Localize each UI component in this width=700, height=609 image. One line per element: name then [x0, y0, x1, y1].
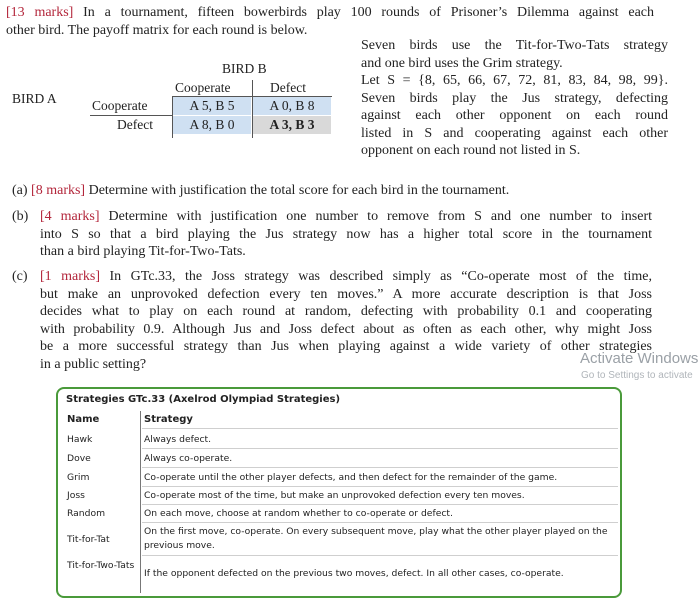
side-description — [361, 37, 668, 160]
part-c-marks: [1 marks] — [40, 269, 101, 284]
row-desc-random: On each move, choose at random whether to co-operate or defect. — [144, 508, 453, 519]
part-b-line: Determine with justification one number to remove from S and one number to insert — [108, 209, 652, 224]
row-name-tit-for-tat: Tit-for-Tat — [67, 534, 110, 545]
part-c-line: be a more successful strategy than Jus when playing against a wide variety of other strategies — [40, 339, 652, 354]
row-divider — [142, 448, 618, 449]
side-line: Seven birds play the Jus strategy, defecting — [361, 90, 668, 106]
part-c-line: but make an unprovoked defection every ten moves.” A more accurate description is that Joss — [40, 286, 652, 302]
part-c-label: (c) — [12, 269, 28, 284]
matrix-row-rule — [90, 115, 172, 116]
row-name-tit-for-two-tats: Tit-for-Two-Tats — [67, 560, 135, 571]
row-desc-joss: Co-operate most of the time, but make an unprovoked defection every ten moves. — [144, 490, 525, 501]
side-line: and one bird uses the Grim strategy. — [361, 55, 563, 71]
part-c-line: with probability 0.9. Although Jus and Joss defect about as often as each other, why might Joss — [40, 321, 652, 337]
part-b-line: into S so that a bird playing the Jus strategy now has a higher total score in the tournament — [40, 226, 652, 242]
bird-b-label: BIRD B — [222, 61, 267, 76]
row-divider — [142, 428, 618, 429]
cell-defect-cooperate: A 8, B 0 — [173, 116, 251, 134]
part-b — [40, 208, 652, 261]
row-divider — [142, 467, 618, 468]
row-name-dove: Dove — [67, 453, 91, 464]
part-b-marks: [4 marks] — [40, 209, 100, 224]
side-line: against each other opponent on each round — [361, 108, 668, 123]
intro-line-2: other bird. The payoff matrix for each round is below. — [6, 22, 308, 38]
cell-defect-defect: A 3, B 3 — [253, 116, 331, 134]
cell-cooperate-cooperate: A 5, B 5 — [173, 97, 251, 115]
intro-line-1: [13 marks] In a tournament, fifteen bowerbirds play 100 rounds of Prisoner’s Dilemma against each — [6, 5, 654, 20]
row-divider — [142, 486, 618, 487]
question-intro — [6, 4, 654, 39]
row-desc-tit-for-tat: On the first move, co-operate. On every subsequent move, play what the other player played on the previous move. — [144, 526, 608, 551]
row-desc-hawk: Always defect. — [144, 434, 212, 445]
payoff-matrix — [0, 58, 345, 146]
cell-cooperate-defect: A 0, B 8 — [253, 97, 331, 115]
row-name-random: Random — [67, 508, 106, 519]
side-line: listed in S and cooperating against each other — [361, 125, 668, 141]
row-name-hawk: Hawk — [67, 434, 93, 445]
col-strategy-header: Strategy — [144, 414, 193, 425]
row-desc-grim: Co-operate until the other player defects, and then defect for the remainder of the game. — [144, 472, 558, 483]
row-name-grim: Grim — [67, 472, 90, 483]
row-divider — [142, 555, 618, 556]
row-defect-header: Defect — [117, 117, 153, 132]
part-b-label: (b) — [12, 209, 29, 224]
activate-windows-subtitle: Go to Settings to activate — [581, 370, 693, 381]
part-c-line: decides what to play on each round at random, defecting with probability 0.1 and cooperating — [40, 304, 652, 319]
side-line: opponent on each round not listed in S. — [361, 143, 581, 158]
part-c-line: in a public setting? — [40, 356, 147, 372]
col-cooperate-header: Cooperate — [175, 80, 231, 95]
row-cooperate-header: Cooperate — [92, 98, 148, 113]
strategies-table — [56, 387, 622, 598]
part-a-label: (a) — [12, 183, 28, 198]
row-divider — [142, 522, 618, 523]
part-a-marks: [8 marks] — [31, 183, 86, 198]
table-column-divider — [140, 411, 141, 593]
row-divider — [142, 504, 618, 505]
part-a-text: Determine with justification the total score for each bird in the tournament. — [88, 183, 510, 198]
side-line: Seven birds use the Tit-for-Two-Tats strategy — [361, 38, 668, 53]
bird-a-label: BIRD A — [12, 91, 57, 106]
part-b-line: than a bird playing Tit-for-Two-Tats. — [40, 244, 246, 259]
row-desc-tit-for-two-tats: If the opponent defected on the previous two moves, defect. In all other cases, co-operate. — [144, 568, 564, 579]
side-line: Let S = {8, 65, 66, 67, 72, 81, 83, 84, 98, 99}. — [361, 73, 668, 88]
part-c-line: In GTc.33, the Joss strategy was described simply as “Co-operate most of the time, — [109, 269, 652, 284]
part-a — [12, 182, 652, 200]
strategies-title: Strategies GTc.33 (Axelrod Olympiad Strategies) — [66, 394, 341, 405]
part-c — [40, 268, 652, 373]
marks-label: [13 marks] — [6, 5, 74, 20]
col-name-header: Name — [67, 414, 100, 425]
col-defect-header: Defect — [270, 80, 306, 95]
activate-windows-watermark: Activate Windows — [580, 350, 699, 367]
row-desc-dove: Always co-operate. — [144, 453, 233, 464]
row-name-joss: Joss — [67, 490, 85, 501]
